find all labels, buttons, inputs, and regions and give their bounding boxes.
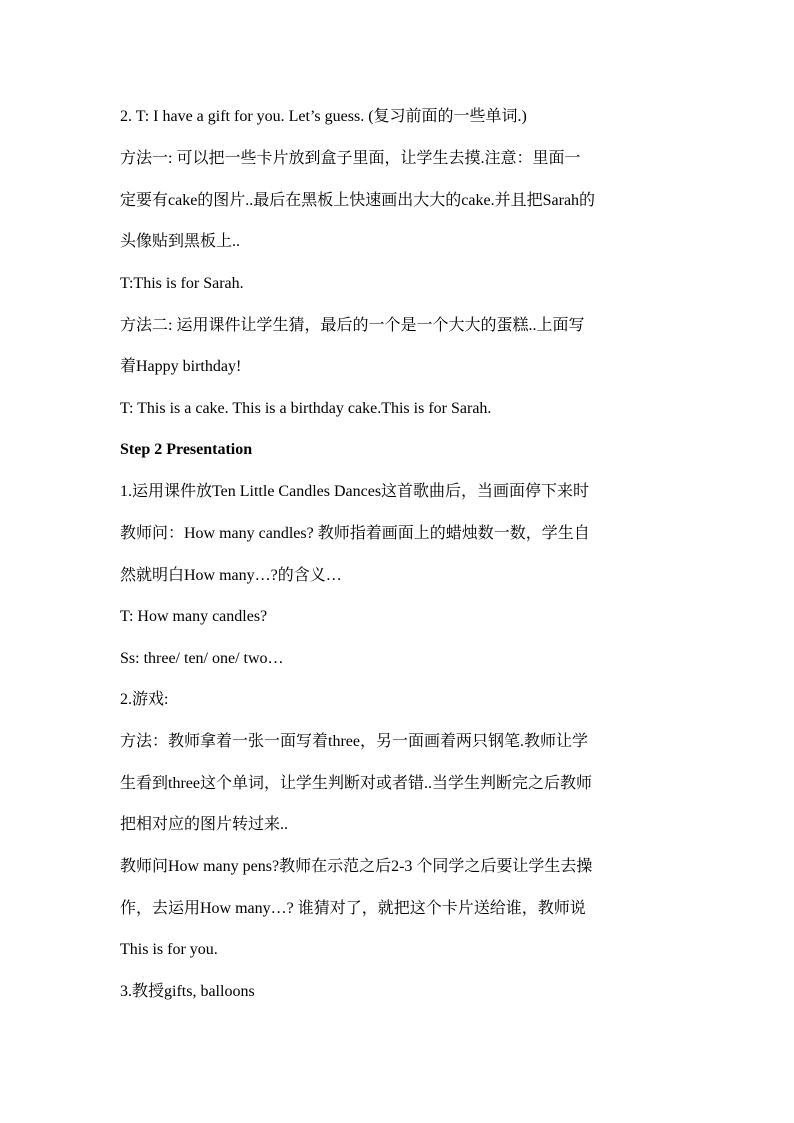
text-line: 教师问How many pens?教师在示范之后2-3 个同学之后要让学生去操: [120, 858, 593, 875]
text-line: This is for you.: [120, 941, 218, 958]
text-line: 方法：教师拿着一张一面写着three，另一面画着两只钢笔.教师让学: [120, 733, 588, 750]
text-line: 教师问：How many candles? 教师指着画面上的蜡烛数一数，学生自: [120, 525, 590, 542]
text-line: 作，去运用How many…? 谁猜对了，就把这个卡片送给谁，教师说: [120, 900, 586, 917]
text-line: 把相对应的图片转过来..: [120, 816, 289, 833]
text-line: 2. T: I have a gift for you. Let’s guess. (复习前面的一些单词.): [120, 108, 527, 125]
text-line: T: How many candles?: [120, 608, 268, 625]
text-line: T:This is for Sarah.: [120, 275, 244, 292]
text-line: 头像贴到黑板上..: [120, 233, 241, 250]
text-line: 2.游戏:: [120, 691, 169, 708]
text-line: Ss: three/ ten/ one/ two…: [120, 650, 284, 667]
text-line: 方法二: 运用课件让学生猜，最后的一个是一个大大的蛋糕..上面写: [120, 317, 585, 334]
text-line: 着Happy birthday!: [120, 358, 242, 375]
section-heading: Step 2 Presentation: [120, 441, 253, 458]
text-line: 然就明白How many…?的含义…: [120, 567, 342, 584]
text-line: 定要有cake的图片..最后在黑板上快速画出大大的cake.并且把Sarah的: [120, 192, 596, 209]
text-line: 方法一: 可以把一些卡片放到盒子里面，让学生去摸.注意：里面一: [120, 150, 581, 167]
text-line: 1.运用课件放Ten Little Candles Dances这首歌曲后，当画面停下来时: [120, 483, 590, 500]
text-line: T: This is a cake. This is a birthday cake.This is for Sarah.: [120, 400, 492, 417]
text-line: 3.教授gifts, balloons: [120, 983, 255, 1000]
text-line: 生看到three这个单词，让学生判断对或者错..当学生判断完之后教师: [120, 775, 592, 792]
